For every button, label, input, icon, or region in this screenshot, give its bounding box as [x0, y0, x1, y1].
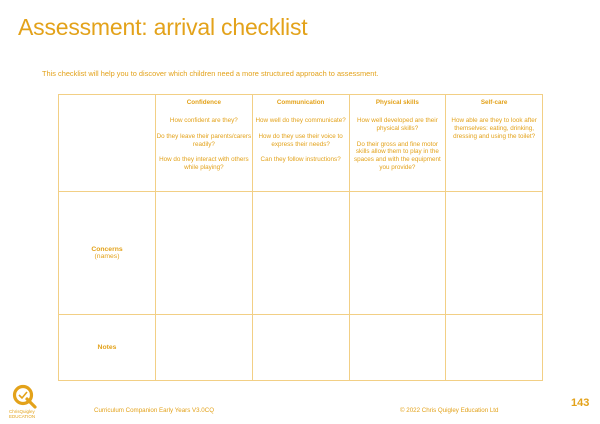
row-label	[59, 315, 156, 381]
input-cell[interactable]	[446, 192, 543, 315]
input-cell[interactable]	[252, 315, 349, 381]
footer-copyright: © 2022 Chris Quigley Education Ltd	[400, 407, 499, 414]
row-concerns	[59, 192, 543, 315]
question: Do they leave their parents/carers readily?	[156, 132, 252, 148]
row-notes	[59, 315, 543, 381]
question: Do their gross and fine motor skills allow them to play in the spaces and with the equipment you provide?	[353, 140, 441, 172]
page-number: 143	[571, 397, 590, 409]
col-physical-skills	[349, 95, 446, 192]
col-confidence	[156, 95, 253, 192]
input-cell[interactable]	[252, 192, 349, 315]
question: Can they follow instructions?	[260, 156, 341, 164]
input-cell[interactable]	[156, 192, 253, 315]
col-self-care	[446, 95, 543, 192]
input-cell[interactable]	[349, 192, 446, 315]
logo-icon	[10, 383, 40, 409]
page-title: Assessment: arrival checklist	[18, 14, 308, 40]
input-cell[interactable]	[156, 315, 253, 381]
input-cell[interactable]	[446, 315, 543, 381]
question: How well do they communicate?	[255, 116, 346, 124]
question: How confident are they?	[169, 116, 238, 124]
col-title: Confidence	[186, 99, 222, 106]
intro-text: This checklist will help you to discover which children need a more structured approach to assessment.	[42, 69, 379, 78]
footer-left: Curriculum Companion Early Years V3.0CQ	[94, 407, 215, 414]
input-cell[interactable]	[349, 315, 446, 381]
row-title: Notes	[97, 344, 117, 352]
question: How do they use their voice to express their needs?	[258, 132, 343, 148]
col-title: Self-care	[480, 99, 508, 106]
corner-cell	[59, 95, 156, 192]
question: How well developed are their physical skills?	[356, 116, 438, 132]
header-row	[59, 95, 543, 192]
col-communication	[252, 95, 349, 192]
row-title: Concerns	[91, 246, 123, 254]
row-label	[59, 192, 156, 315]
col-title: Communication	[276, 99, 325, 106]
question: How do they interact with others while playing?	[159, 156, 249, 172]
row-subtitle: (names)	[94, 253, 120, 261]
checklist-table	[58, 94, 543, 381]
col-title: Physical skills	[375, 99, 419, 106]
logo-text: ChrisQuigley EDUCATION	[9, 409, 36, 419]
question: How able are they to look after themselves: eating, drinking, dressing and using the toilet?	[451, 116, 537, 140]
